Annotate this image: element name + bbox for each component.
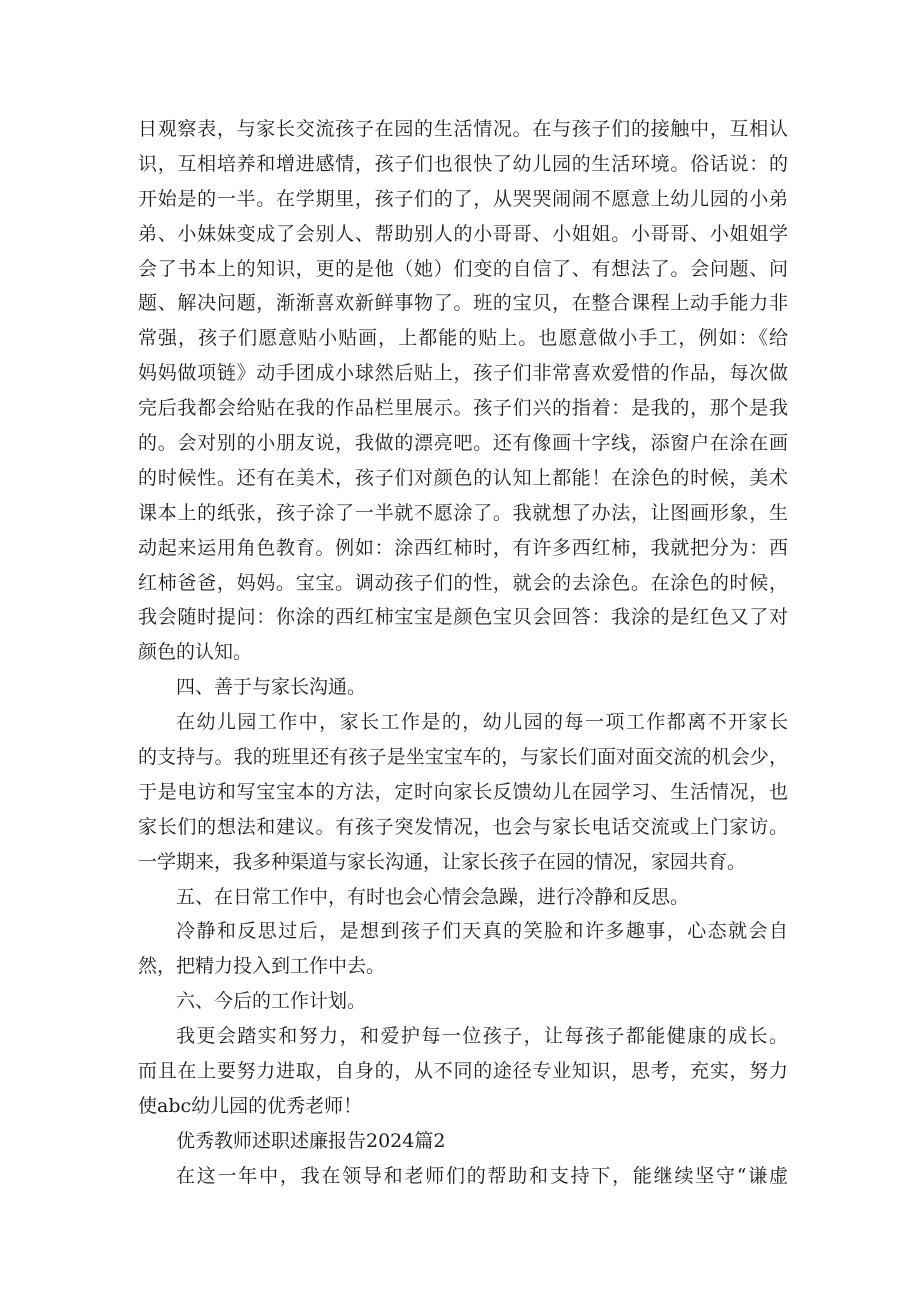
text-line: 六、今后的工作计划。 bbox=[176, 990, 367, 1013]
text-line: 五、在日常工作中，有时也会心情会急躁，进行冷静和反思。 bbox=[176, 885, 690, 908]
text-line: 然，把精力投入到工作中去。 bbox=[138, 955, 386, 978]
text-line: 我更会踏实和努力，和爱护每一位孩子，让每孩子都能健康的成长。 bbox=[176, 1025, 788, 1048]
text-line: 弟、小妹妹变成了会别人、帮助别人的小哥哥、小姐姐。小哥哥、小姐姐学 bbox=[138, 222, 788, 245]
text-line: 动起来运用角色教育。例如：涂西红柿时，有许多西红柿，我就把分为：西 bbox=[138, 536, 788, 559]
text-line: 题、解决问题，渐渐喜欢新鲜事物了。班的宝贝，在整合课程上动手能力非 bbox=[138, 292, 788, 315]
text-line: 的。会对别的小朋友说，我做的漂亮吧。还有像画十字线，添窗户在涂在画 bbox=[138, 432, 788, 455]
text-line: 妈妈做项链》动手团成小球然后贴上，孩子们非常喜欢爱惜的作品，每次做 bbox=[138, 362, 788, 385]
text-line: 冷静和反思过后，是想到孩子们天真的笑脸和许多趣事，心态就会自 bbox=[176, 920, 788, 943]
text-line: 在这一年中，我在领导和老师们的帮助和支持下，能继续坚守“谦虚 bbox=[176, 1164, 788, 1187]
text-line: 四、善于与家长沟通。 bbox=[176, 676, 367, 699]
text-line: 于是电访和写宝宝本的方法，定时向家长反馈幼儿在园学习、生活情况，也 bbox=[138, 780, 788, 803]
text-line: 而且在上要努力进取，自身的，从不同的途径专业知识，思考，充实，努力 bbox=[138, 1060, 788, 1083]
text-line: 识，互相培养和增进感情，孩子们也很快了幼儿园的生活环境。俗话说：的 bbox=[138, 152, 788, 175]
document-body bbox=[138, 112, 788, 1194]
text-line: 完后我都会给贴在我的作品栏里展示。孩子们兴的指着：是我的，那个是我 bbox=[138, 397, 788, 420]
text-line: 在幼儿园工作中，家长工作是的，幼儿园的每一项工作都离不开家长 bbox=[176, 711, 788, 734]
text-line: 的时候性。还有在美术，孩子们对颜色的认知上都能！在涂色的时候，美术 bbox=[138, 466, 788, 489]
text-line: 日观察表，与家长交流孩子在园的生活情况。在与孩子们的接触中，互相认 bbox=[138, 118, 788, 140]
text-line: 常强，孩子们愿意贴小贴画，上都能的贴上。也愿意做小手工，例如：《给 bbox=[138, 327, 788, 350]
text-line: 红柿爸爸，妈妈。宝宝。调动孩子们的性，就会的去涂色。在涂色的时候， bbox=[138, 571, 788, 594]
text-line: 课本上的纸张，孩子涂了一半就不愿涂了。我就想了办法，让图画形象，生 bbox=[138, 501, 788, 524]
text-line: 颜色的认知。 bbox=[138, 641, 253, 664]
text-line: 我会随时提问：你涂的西红柿宝宝是颜色宝贝会回答：我涂的是红色又了对 bbox=[138, 606, 788, 629]
text-line: 会了书本上的知识，更的是他（她）们变的自信了、有想法了。会问题、问 bbox=[138, 257, 788, 280]
text-line: 家长们的想法和建议。有孩子突发情况，也会与家长电话交流或上门家访。 bbox=[138, 815, 788, 838]
text-line: 使abc幼儿园的优秀老师！ bbox=[138, 1094, 363, 1117]
text-line: 开始是的一半。在学期里，孩子们的了，从哭哭闹闹不愿意上幼儿园的小弟 bbox=[138, 187, 788, 210]
text-line: 一学期来，我多种渠道与家长沟通，让家长孩子在园的情况，家园共育。 bbox=[138, 850, 747, 873]
text-line: 的支持与。我的班里还有孩子是坐宝宝车的，与家长们面对面交流的机会少， bbox=[138, 746, 788, 769]
text-line: 优秀教师述职述廉报告2024篇2 bbox=[176, 1129, 446, 1152]
